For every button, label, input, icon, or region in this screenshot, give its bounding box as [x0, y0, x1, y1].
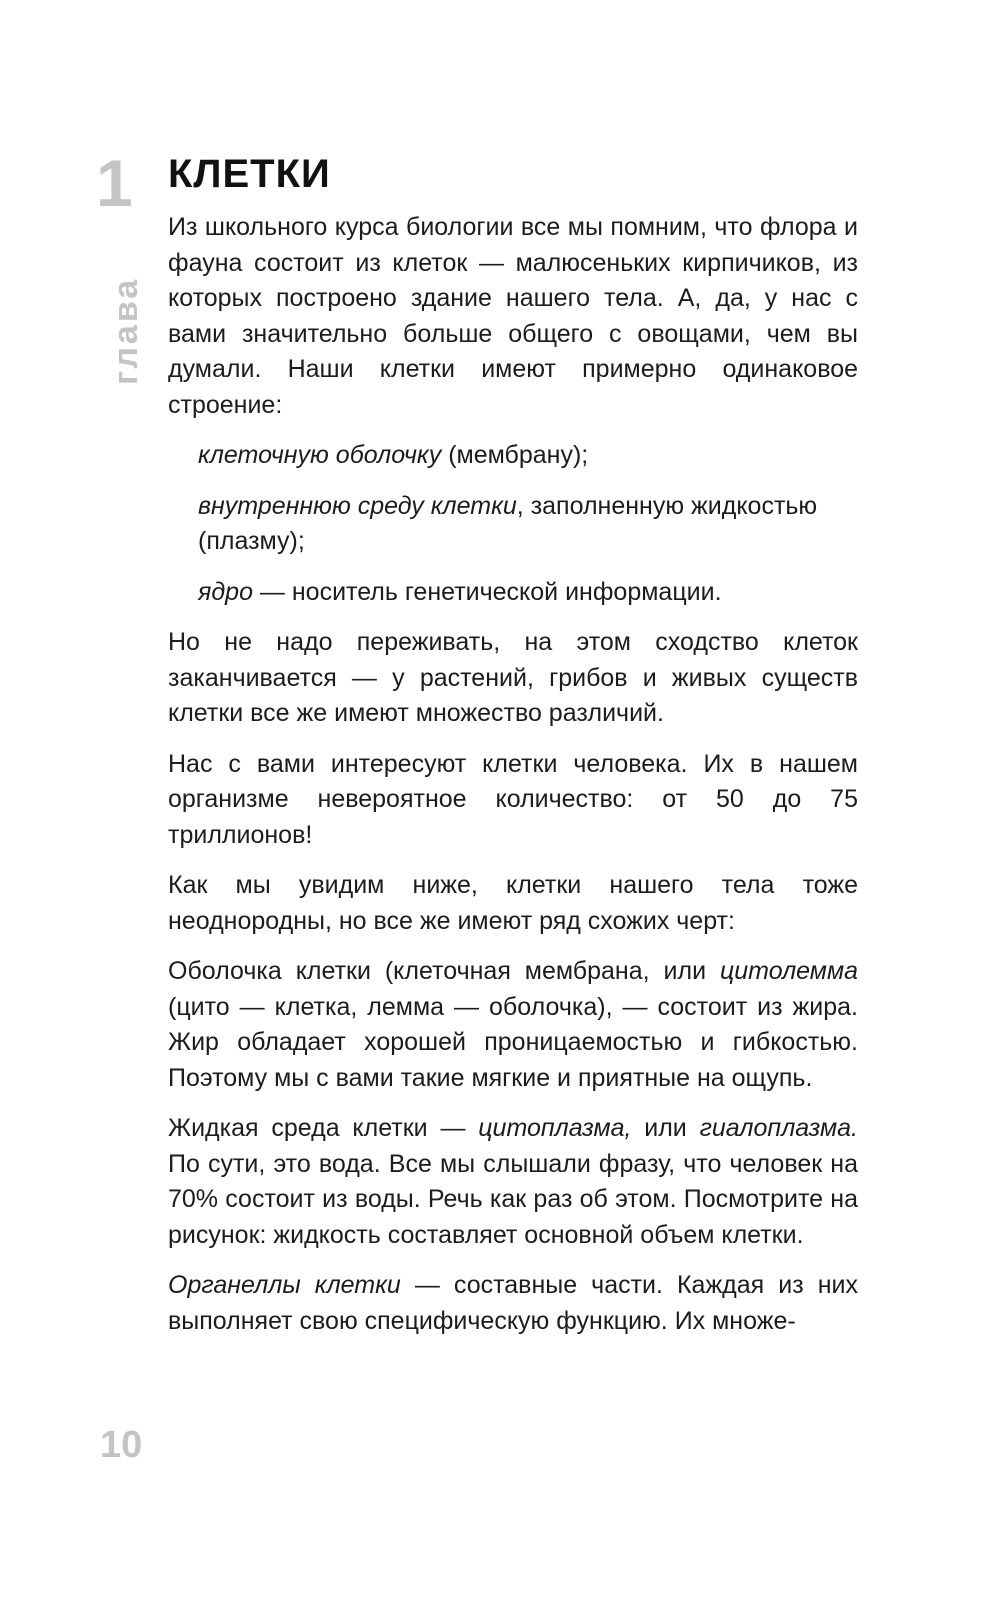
paragraph-common-traits: Как мы увидим ниже, клетки нашего тела тоже неоднородны, но все же имеют ряд схожих черт: — [168, 871, 858, 935]
membrane-text-a: Оболочка клетки (клеточная мембрана, или — [168, 957, 720, 985]
list-item-text: , заполненную жидкостью (плазму); — [198, 491, 818, 555]
list-item-text: — носитель генетической информации. — [252, 577, 722, 606]
body-text — [168, 210, 858, 1354]
hyaloplasm-term: гиалоплазма. — [699, 1114, 858, 1142]
paragraph-organelles — [168, 1268, 858, 1339]
list-item — [168, 489, 858, 560]
cytoplasm-text-a: Жидкая среда клетки — — [168, 1114, 479, 1142]
organelles-term: Органеллы клетки — [168, 1271, 401, 1299]
paragraph-membrane — [168, 954, 858, 1096]
page-number: 10 — [100, 1424, 143, 1466]
paragraph-differences: Но не надо переживать, на этом сходство клеток заканчивается — у растений, грибов и живых существ клетки все же имеют множество различий. — [168, 628, 858, 727]
paragraph-human-cells: Нас с вами интересуют клетки человека. Их в нашем организме невероятное количество: от 50 до 75 триллионов! — [168, 749, 858, 849]
cytoplasm-text-b: или — [631, 1114, 700, 1142]
membrane-text-b: (цито — клетка, лемма — оболочка), — состоит из жира. Жир обладает хорошей проницаемостью и гибкостью. Поэтому мы с вами такие мягкие и приятные на ощупь. — [168, 992, 858, 1092]
list-item — [168, 575, 858, 611]
cytoplasm-text-c: По сути, это вода. Все мы слышали фразу, что человек на 70% состоит из воды. Речь как раз об этом. Посмотрите на рисунок: жидкость составляет основной объем клетки. — [168, 1149, 858, 1249]
chapter-label: глава — [107, 276, 145, 385]
chapter-number: 1 — [96, 146, 133, 220]
list-item-term: ядро — [198, 577, 253, 606]
paragraph-cytoplasm — [168, 1111, 858, 1253]
cytoplasm-term: цитоплазма, — [478, 1114, 632, 1142]
list-item-term: внутреннюю среду клетки — [198, 491, 517, 520]
membrane-term: цитолемма — [719, 957, 858, 985]
page-title: КЛЕТКИ — [168, 152, 331, 196]
list-item — [168, 438, 858, 474]
paragraph-intro: Из школьного курса биологии все мы помним, что флора и фауна состоит из клеток — малюсеньких кирпичиков, из которых построено здание нашего тела. А, да, у нас с вами значительно больше общего с овощами, чем вы думали. Наши клетки имеют примерно одинаковое строение: — [168, 213, 858, 419]
organelles-text: — составные части. Каждая из них выполняет свою специфическую функцию. Их множе- — [168, 1271, 858, 1335]
cell-parts-list — [168, 438, 858, 610]
list-item-term: клеточную оболочку — [198, 441, 442, 469]
list-item-text: (мембрану); — [441, 441, 589, 469]
